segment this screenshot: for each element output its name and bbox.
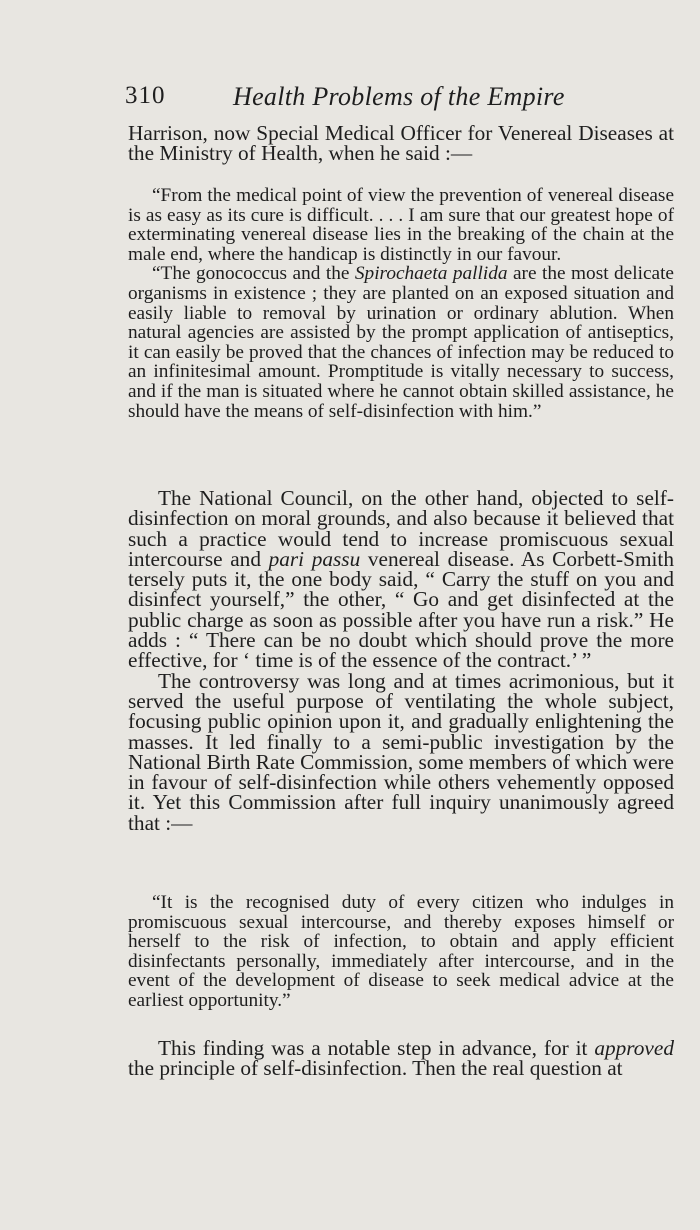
paragraph-2: The controversy was long and at times acrimonious, but it served the useful purpose of ventilating the whole subject, focusing public opinion upon it, and gradually enlightening the masses. It led finally to a semi-public investigation by the National Birth Rate Commission, some members of which were in favour of self-disinfection while others vehemently opposed it. Yet this Commission after full inquiry unanimously agreed that :— [128,668,674,835]
intro-text: Harrison, now Special Medical Officer for Venereal Diseases at the Ministry of Health, when he said :— [128,121,674,166]
paragraph-finding [128,1038,674,1079]
emphasized-word: approved [594,1036,674,1060]
quote-block-1 [128,186,674,421]
paragraph-3: This finding was a notable step in advance, for it approved the principle of self-disinfection. Then the real question at [128,1036,674,1081]
commission-quote: “It is the recognised duty of every citizen who indulges in promiscuous sexual intercourse, and thereby exposes himself or herself to the risk of infection, to obtain and apply efficient disinfectants personally, immediately after intercourse, and in the event of the development of disease to seek medical advice at the earliest opportunity.” [128,892,674,1011]
intro-paragraph [128,123,674,164]
quote1-paragraph-1: “From the medical point of view the prevention of venereal disease is as easy as its cure is difficult. . . . I am sure that our greatest hope of exterminating venereal disease lies in the breaking of the chain at the male end, where the handicap is distinctly in our favour. [128,185,674,265]
quote1-paragraph-2: “The gonococcus and the Spirochaeta pallida are the most delicate organisms in existence ; they are planted on an exposed situation and easily liable to removal by urination or ordinary ablution. When natural agencies are assisted by the prompt application of antiseptics, it can easily be proved that the chances of infection may be reduced to an infinitesimal amount. Promptitude is vitally necessary to success, and if the man is situated where he cannot obtain skilled assistance, he should have the means of self-disinfection with him.” [128,263,674,422]
paragraph-national-council [128,488,674,833]
paragraph-1: The National Council, on the other hand, objected to self-disinfection on moral grounds, and also because it believed that such a practice would tend to increase promiscuous sexual intercourse and pari passu venereal disease. As Corbett-Smith tersely puts it, the one body said, “ Carry the stuff on you and disinfect yourself,” the other, “ Go and get disinfected at the public charge as soon as possible after you have run a risk.” He adds : “ There can be no doubt which should prove the more effective, for ‘ time is of the essence of the contract.’ ” [128,486,674,673]
quote-block-2 [128,893,674,1011]
running-title: Health Problems of the Empire [233,82,565,111]
page-header [125,82,675,118]
latin-phrase: pari passu [268,546,361,571]
page-number: 310 [125,82,166,109]
species-name: Spirochaeta pallida [354,263,508,285]
